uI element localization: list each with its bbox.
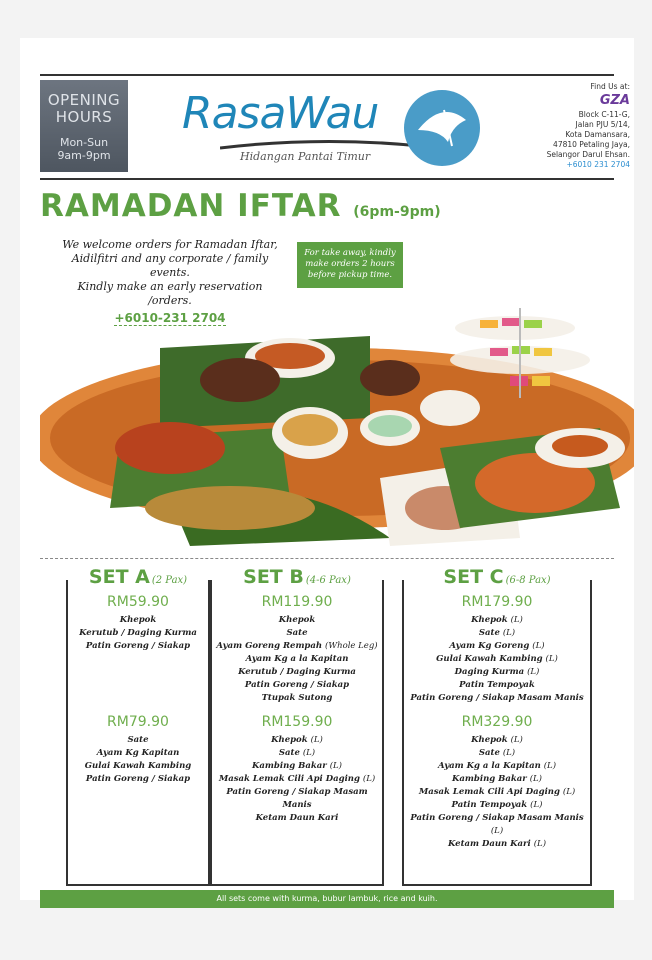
- menu-item: Ketam Daun Kari: [255, 813, 339, 823]
- takeaway-note: For take away, kindly make orders 2 hours before pickup time.: [297, 242, 403, 288]
- set-tier: [212, 714, 382, 825]
- menu-item: Patin Tempoyak (L): [451, 800, 543, 810]
- top-rule: [40, 74, 614, 76]
- menu-item: Patin Goreng / Siakap: [244, 680, 350, 690]
- brand-tagline: Hidangan Pantai Timur: [240, 150, 371, 163]
- menu-item: Patin Goreng / Siakap Masam Manis: [226, 787, 368, 810]
- menu-item: Gulai Kawah Kambing (L): [436, 654, 558, 664]
- set-tier: [68, 594, 208, 653]
- set-price: RM79.90: [107, 714, 169, 730]
- page-title: [40, 188, 441, 224]
- set-name: SET A: [88, 566, 150, 588]
- set-name: SET B: [243, 566, 304, 588]
- set-pax: (6-8 Pax): [505, 575, 551, 586]
- menu-item: Kerutub / Daging Kurma: [79, 628, 197, 638]
- set-tier: [404, 714, 590, 851]
- menu-item: Ttupak Sutong: [261, 693, 333, 703]
- menu-item: Khepok: [278, 615, 316, 625]
- hours-title-1: OPENING: [47, 91, 121, 109]
- set-c-card: [402, 566, 592, 886]
- title-time: (6pm-9pm): [353, 204, 441, 220]
- address-line: Block C-11-G,: [578, 110, 630, 119]
- menu-item: Sate: [286, 628, 308, 638]
- menu-item: Patin Goreng / Siakap Masam Manis: [410, 693, 584, 703]
- menu-item: Ayam Goreng Rempah (Whole Leg): [216, 641, 378, 651]
- menu-item: Khepok (L): [471, 615, 523, 625]
- menu-item: Patin Goreng / Siakap Masam Manis (L): [410, 813, 584, 836]
- menu-item: Ayam Kg Goreng (L): [449, 641, 545, 651]
- set-tier: [212, 594, 382, 705]
- hours-days: Mon-Sun: [59, 136, 109, 149]
- intro-line: We welcome orders for Ramadan Iftar,: [62, 238, 278, 251]
- set-pax: (2 Pax): [151, 575, 188, 586]
- intro-line: Kindly make an early reservation /orders.: [77, 280, 263, 307]
- menu-item: Ayam Kg Kapitan: [96, 748, 180, 758]
- address-line: 47810 Petaling Jaya,: [553, 140, 630, 149]
- menu-item: Sate (L): [278, 748, 316, 758]
- menu-item: Khepok (L): [271, 735, 323, 745]
- address-line: Selangor Darul Ehsan.: [546, 150, 630, 159]
- set-pax: (4-6 Pax): [305, 575, 351, 586]
- set-b-card: [210, 566, 384, 886]
- intro-phone: +6010-231 2704: [114, 311, 226, 325]
- menu-item: Kerutub / Daging Kurma: [238, 667, 356, 677]
- intro-line: Aidilfitri and any corporate / family events.: [71, 252, 269, 279]
- set-price: RM329.90: [461, 714, 533, 730]
- menu-item: Ayam Kg a la Kapitan (L): [437, 761, 557, 771]
- menu-item: Sate (L): [478, 628, 516, 638]
- set-a-card: [66, 566, 210, 886]
- find-us-label: Find Us at:: [590, 82, 630, 91]
- menu-item: Gulai Kawah Kambing: [84, 761, 192, 771]
- set-name: SET C: [443, 566, 504, 588]
- menu-item: Ketam Daun Kari (L): [447, 839, 547, 849]
- location-info: [520, 82, 630, 170]
- header-phone: +6010 231 2704: [566, 160, 630, 169]
- footer-banner: All sets come with kurma, bubur lambuk, rice and kuih.: [40, 890, 614, 908]
- title-main: RAMADAN IFTAR: [40, 188, 342, 224]
- menu-item: Kambing Bakar (L): [452, 774, 542, 784]
- set-price: RM159.90: [261, 714, 333, 730]
- menu-item: Kambing Bakar (L): [252, 761, 342, 771]
- food-photo: [40, 308, 634, 548]
- address-line: Jalan PJU 5/14,: [575, 120, 630, 129]
- menu-item: Daging Kurma (L): [454, 667, 540, 677]
- set-tier: [404, 594, 590, 705]
- menu-item: Sate: [127, 735, 149, 745]
- header-rule: [40, 178, 614, 180]
- menu-item: Masak Lemak Cili Api Daging (L): [418, 787, 576, 797]
- menu-item: Masak Lemak Cili Api Daging (L): [218, 774, 376, 784]
- address-line: Kota Damansara,: [565, 130, 630, 139]
- hours-title-2: HOURS: [55, 108, 113, 126]
- menu-item: Patin Goreng / Siakap: [85, 774, 191, 784]
- set-tier: [68, 714, 208, 786]
- menu-item: Ayam Kg a la Kapitan: [245, 654, 349, 664]
- menu-item: Patin Goreng / Siakap: [85, 641, 191, 651]
- set-price: RM59.90: [107, 594, 169, 610]
- menu-item: Patin Tempoyak: [459, 680, 535, 690]
- hours-time: 9am-9pm: [57, 149, 111, 162]
- menu-item: Khepok (L): [471, 735, 523, 745]
- set-price: RM119.90: [261, 594, 333, 610]
- opening-hours-badge: [40, 80, 128, 172]
- wau-kite-icon: [404, 90, 480, 166]
- menu-item: Sate (L): [478, 748, 516, 758]
- menu-item: Khepok: [119, 615, 157, 625]
- set-price: RM179.90: [461, 594, 533, 610]
- menu-page: [20, 38, 634, 903]
- venue-logo: GZA: [599, 93, 630, 108]
- section-divider: [40, 558, 614, 559]
- brand-logo: RasaWau: [182, 88, 379, 139]
